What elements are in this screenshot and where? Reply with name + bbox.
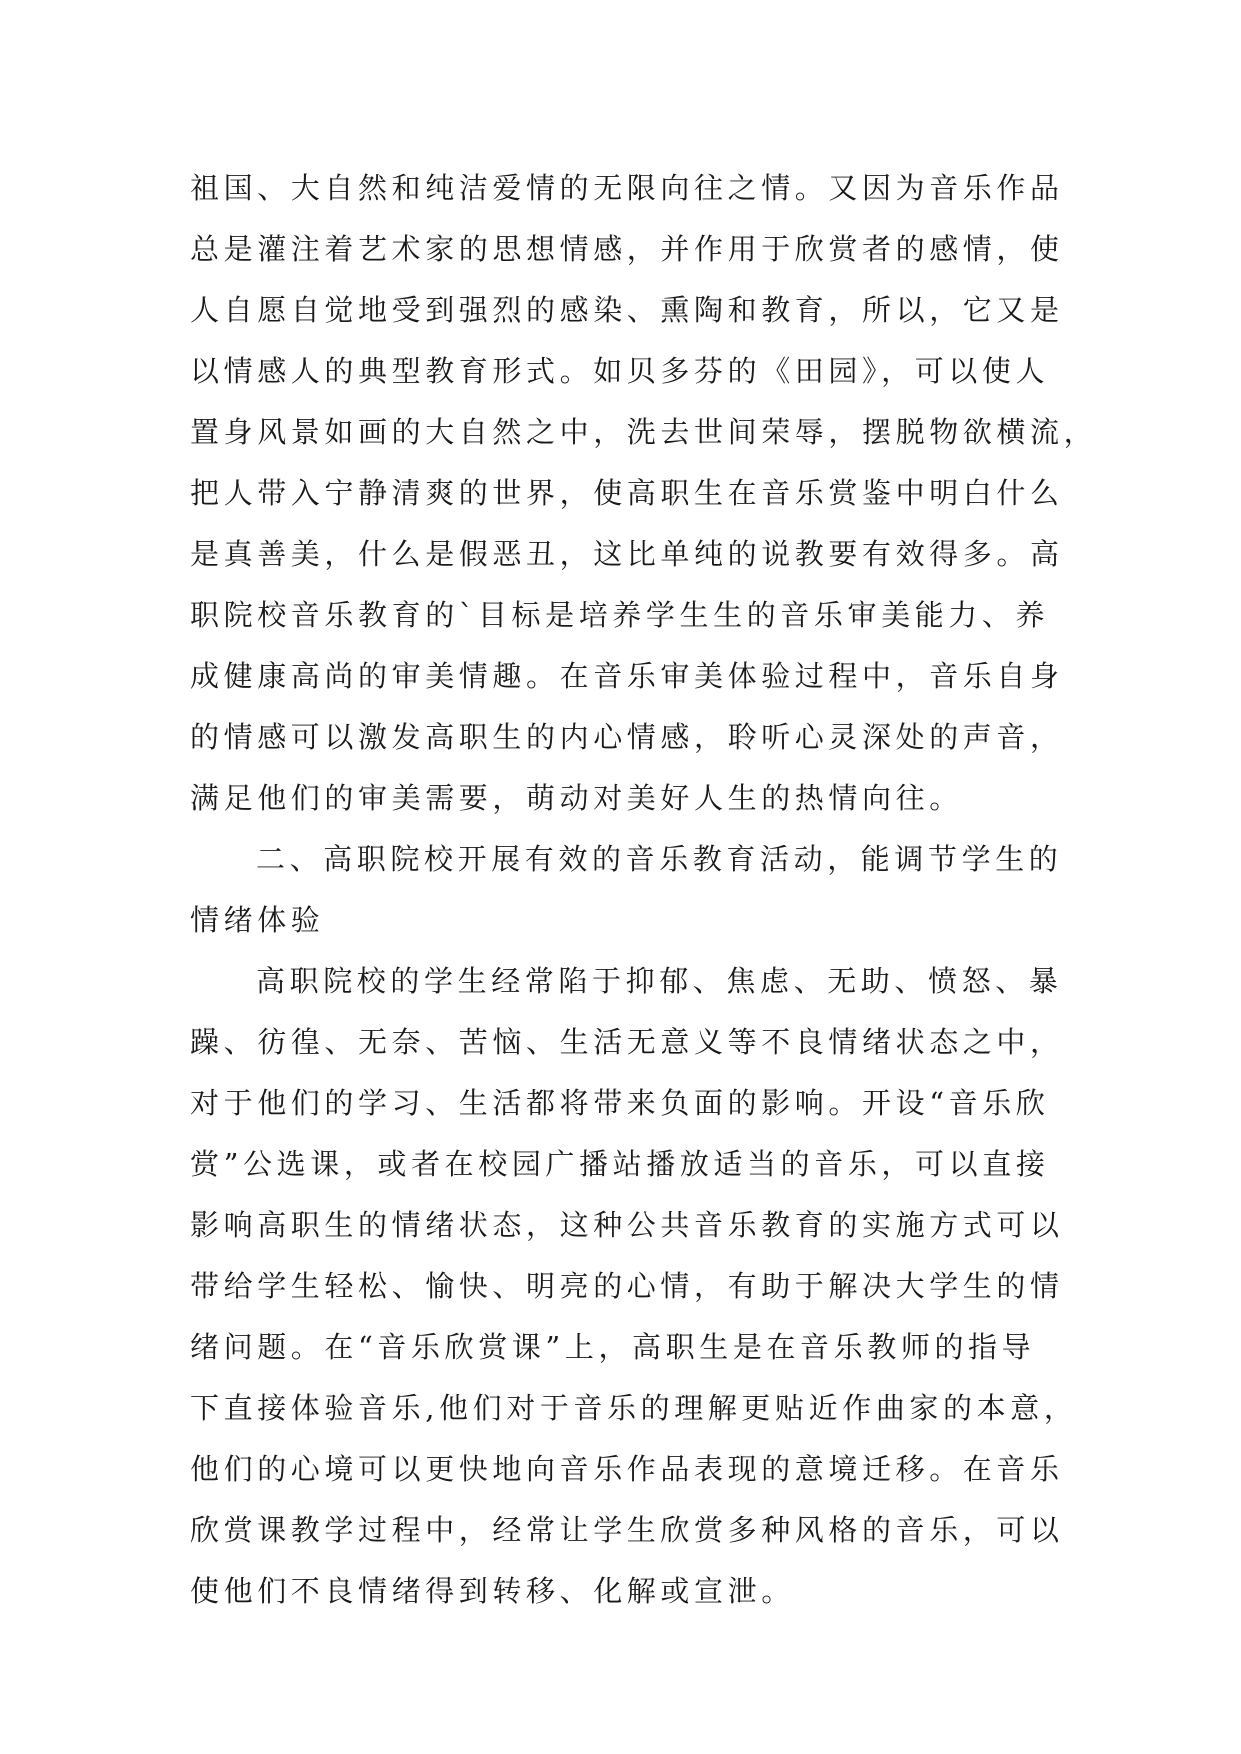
paragraph-continued: [190, 158, 1098, 829]
text-line: 把人带入宁静清爽的世界，使高职生在音乐赏鉴中明白什么: [190, 476, 1064, 510]
heading-line: 二、高职院校开展有效的音乐教育活动，能调节学生的: [256, 842, 1063, 876]
text-line: 高职院校的学生经常陷于抑郁、焦虑、无助、愤怒、暴: [256, 964, 1063, 998]
text-line: 的情感可以激发高职生的内心情感，聆听心灵深处的声音，: [190, 720, 1064, 754]
document-body: [190, 158, 1098, 1622]
text-line: 以情感人的典型教育形式。如贝多芬的《田园》，可以使人: [190, 354, 1050, 388]
text-line: 职院校音乐教育的`目标是培养学生生的音乐审美能力、养: [190, 598, 1050, 632]
section-heading: [190, 829, 1070, 951]
text-line: 影响高职生的情绪状态，这种公共音乐教育的实施方式可以: [190, 1208, 1064, 1242]
text-line: 使他们不良情绪得到转移、化解或宣泄。: [190, 1574, 795, 1608]
text-line: 成健康高尚的审美情趣。在音乐审美体验过程中，音乐自身: [190, 659, 1064, 693]
text-line: 置身风景如画的大自然之中，洗去世间荣辱，摆脱物欲横流，: [190, 415, 1098, 449]
text-line: 欣赏课教学过程中，经常让学生欣赏多种风格的音乐，可以: [190, 1513, 1064, 1547]
text-line: 人自愿自觉地受到强烈的感染、熏陶和教育，所以，它又是: [190, 293, 1064, 327]
text-line: 绪问题。在“音乐欣赏课”上，高职生是在音乐教师的指导: [190, 1330, 1036, 1364]
text-line: 下直接体验音乐,他们对于音乐的理解更贴近作曲家的本意，: [190, 1391, 1078, 1425]
paragraph: [190, 951, 1078, 1622]
text-line: 对于他们的学习、生活都将带来负面的影响。开设“音乐欣: [190, 1086, 1050, 1120]
text-line: 赏”公选课，或者在校园广播站播放适当的音乐，可以直接: [190, 1147, 1050, 1181]
text-line: 是真善美，什么是假恶丑，这比单纯的说教要有效得多。高: [190, 537, 1064, 571]
text-line: 总是灌注着艺术家的思想情感，并作用于欣赏者的感情，使: [190, 232, 1064, 266]
heading-line: 情绪体验: [190, 903, 325, 937]
text-line: 满足他们的审美需要，萌动对美好人生的热情向往。: [190, 781, 963, 815]
text-line: 祖国、大自然和纯洁爱情的无限向往之情。又因为音乐作品: [190, 171, 1064, 205]
text-line: 带给学生轻松、愉快、明亮的心情，有助于解决大学生的情: [190, 1269, 1064, 1303]
text-line: 躁、彷徨、无奈、苦恼、生活无意义等不良情绪状态之中，: [190, 1025, 1064, 1059]
text-line: 他们的心境可以更快地向音乐作品表现的意境迁移。在音乐: [190, 1452, 1064, 1486]
